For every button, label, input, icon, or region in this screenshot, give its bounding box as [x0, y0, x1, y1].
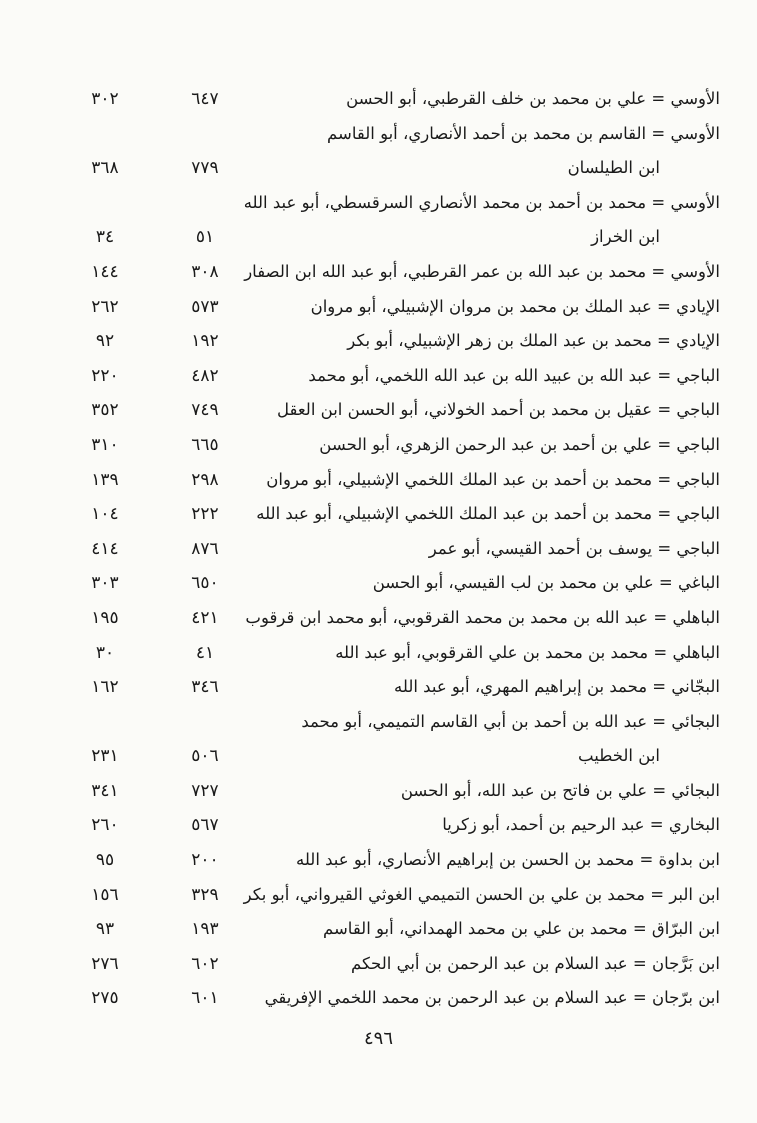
entry-name: الباجي = محمد بن أحمد بن عبد الملك اللخمي الإشبيلي، أبو عبد الله: [256, 504, 720, 524]
page-reference: ٢٦٠: [91, 815, 119, 836]
page-reference: ١٥٦: [91, 884, 119, 905]
page-reference: ٣٦٨: [91, 158, 119, 179]
entry-name: البخاري = عبد الرحيم بن أحمد، أبو زكريا: [442, 815, 720, 835]
page-reference: ٢٢٠: [91, 365, 119, 386]
entry-number: ٣٢٩: [191, 884, 219, 905]
index-row: [60, 983, 720, 1018]
index-row: [60, 672, 720, 707]
index-row: [60, 84, 720, 119]
page-reference: ٤١٤: [91, 538, 119, 559]
entry-number: ٦٠٢: [191, 953, 219, 974]
page-reference: ٢٧٦: [91, 953, 119, 974]
page-reference: ٩٢: [95, 331, 115, 352]
entry-number: ٧٤٩: [191, 400, 219, 421]
entry-name: الإيادي = عبد الملك بن محمد بن مروان الإشبيلي، أبو مروان: [310, 296, 720, 316]
entry-number: ٥١: [195, 227, 215, 248]
page-reference: ١٠٤: [91, 504, 119, 525]
entry-name: الباهلي = عبد الله بن محمد بن محمد القرقوبي، أبو محمد ابن قرقوب: [245, 607, 720, 627]
entry-name-continuation: ابن الخراز: [591, 227, 660, 247]
index-row: [60, 395, 720, 430]
entry-number: ٨٧٦: [191, 538, 219, 559]
page-reference: ٣١٠: [91, 434, 119, 455]
entry-name: الإيادي = محمد بن عبد الملك بن زهر الإشبيلي، أبو بكر: [347, 331, 720, 351]
entry-name: الأوسي = علي بن محمد بن خلف القرطبي، أبو الحسن: [346, 89, 720, 108]
entry-number: ٣٠٨: [191, 261, 219, 282]
entry-name: الباجي = علي بن أحمد بن عبد الرحمن الزهري، أبو الحسن: [319, 434, 720, 454]
entry-name: الأوسي = القاسم بن محمد بن أحمد الأنصاري، أبو القاسم: [327, 123, 720, 143]
entry-name: البجائي = علي بن فاتح بن عبد الله، أبو الحسن: [400, 780, 720, 800]
entry-name: ابن البرّاق = محمد بن علي بن محمد الهمداني، أبو القاسم: [323, 919, 720, 939]
entry-number: ٦٤٧: [191, 89, 219, 109]
page-number: ٤٩٦: [363, 1028, 393, 1049]
entry-number: ٧٢٧: [191, 780, 219, 801]
entry-number: ٢٩٨: [191, 469, 219, 490]
index-row: [60, 188, 720, 223]
entry-number: ٥٦٧: [191, 815, 219, 836]
index-row: [60, 534, 720, 569]
entry-number: ٣٤٦: [191, 677, 219, 698]
entry-number: ١٩٢: [191, 331, 219, 352]
entry-number: ٤٢١: [191, 607, 219, 628]
page-reference: ٣٥٢: [91, 400, 119, 421]
index-row: [60, 776, 720, 811]
entry-name-continuation: ابن الخطيب: [578, 746, 660, 766]
index-row: [60, 845, 720, 880]
entry-name: ابن برّجان = عبد السلام بن عبد الرحمن بن محمد اللخمي الإفريقي: [264, 988, 720, 1008]
entry-number: ٦٥٠: [191, 573, 219, 594]
entry-name: الباجي = عقيل بن محمد بن أحمد الخولاني، أبو الحسن ابن العقل: [277, 400, 720, 420]
entry-number: ٦٠١: [191, 988, 219, 1009]
entry-number: ٢٠٠: [191, 850, 219, 871]
index-row: [60, 430, 720, 465]
page-reference: ١٣٩: [91, 469, 119, 490]
index-row: [60, 638, 720, 673]
index-row: [60, 361, 720, 396]
entry-number: ٥٧٣: [191, 296, 219, 317]
page-reference: ٣٠: [95, 642, 115, 663]
page-reference: ٩٣: [95, 919, 115, 940]
page-reference: ٣٠٣: [91, 573, 119, 594]
page-reference: ١٤٤: [91, 261, 119, 282]
entry-number: ٤١: [195, 642, 215, 663]
entry-name: الأوسي = محمد بن عبد الله بن عمر القرطبي، أبو عبد الله ابن الصفار: [244, 261, 720, 281]
entry-name: الباجي = محمد بن أحمد بن عبد الملك اللخمي الإشبيلي، أبو مروان: [266, 469, 720, 489]
index-row: [60, 292, 720, 327]
index-row: [60, 153, 720, 188]
entry-number: ٤٨٢: [191, 365, 219, 386]
index-row: [60, 741, 720, 776]
index-row: [60, 880, 720, 915]
entry-number: ١٩٣: [191, 919, 219, 940]
index-row: [60, 465, 720, 500]
entry-name: ابن بَرَّجان = عبد السلام بن عبد الرحمن بن أبي الحكم: [350, 953, 720, 973]
index-row: [60, 119, 720, 154]
index-row: [60, 568, 720, 603]
page-reference: ١٦٢: [91, 677, 119, 698]
entry-number: ٥٠٦: [191, 746, 219, 767]
entry-name: الأوسي = محمد بن أحمد بن محمد الأنصاري السرقسطي، أبو عبد الله: [243, 192, 720, 212]
page-reference: ٣٠٢: [91, 89, 119, 109]
entry-number: ٢٢٢: [191, 504, 219, 525]
entry-name: ابن البر = محمد بن علي بن الحسن التميمي الغوثي القيرواني، أبو بكر: [243, 884, 720, 904]
page-reference: ١٩٥: [91, 607, 119, 628]
index-entries: [60, 84, 720, 1018]
entry-name: البجائي = عبد الله بن أحمد بن أبي القاسم التميمي، أبو محمد: [301, 711, 720, 731]
page-reference: ٩٥: [95, 850, 115, 871]
index-row: [60, 257, 720, 292]
page-reference: ٣٤١: [91, 780, 119, 801]
entry-name: الباجي = يوسف بن أحمد القيسي، أبو عمر: [428, 538, 720, 558]
entry-name: البجّاني = محمد بن إبراهيم المهري، أبو عبد الله: [394, 677, 720, 697]
entry-number: ٦٦٥: [191, 434, 219, 455]
entry-name: الباهلي = محمد بن محمد بن علي القرقوبي، أبو عبد الله: [335, 642, 720, 662]
index-row: [60, 707, 720, 742]
entry-number: ٧٧٩: [191, 158, 219, 179]
index-row: [60, 222, 720, 257]
entry-name: ابن بداوة = محمد بن الحسن بن إبراهيم الأنصاري، أبو عبد الله: [295, 850, 720, 870]
index-row: [60, 914, 720, 949]
page-reference: ٢٦٢: [91, 296, 119, 317]
entry-name-continuation: ابن الطيلسان: [567, 158, 660, 178]
page-reference: ٢٣١: [91, 746, 119, 767]
index-row: [60, 603, 720, 638]
page-reference: ٢٧٥: [91, 988, 119, 1009]
page-reference: ٣٤: [95, 227, 115, 248]
index-row: [60, 499, 720, 534]
index-row: [60, 949, 720, 984]
index-row: [60, 810, 720, 845]
index-row: [60, 326, 720, 361]
entry-name: الباجي = عبد الله بن عبيد الله بن عبد الله اللخمي، أبو محمد: [308, 365, 720, 385]
entry-name: الباغي = علي بن محمد بن لب القيسي، أبو الحسن: [372, 573, 720, 593]
